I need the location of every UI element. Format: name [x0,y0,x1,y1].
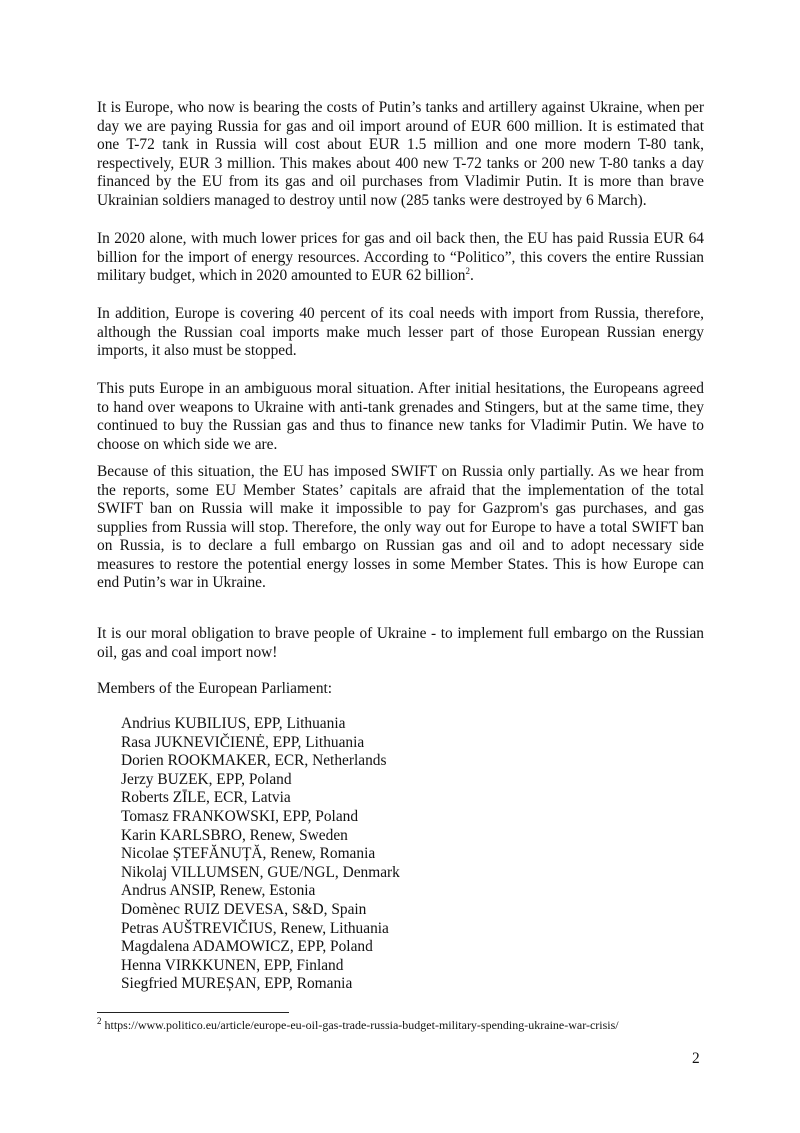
footnote [97,1018,619,1032]
member-item: Rasa JUKNEVIČIENĖ, EPP, Lithuania [121,733,365,751]
paragraph-swift-ban: Because of this situation, the EU has imposed SWIFT on Russia only partially. As we hear from the reports, some EU Member States’ capitals are afraid that the implementation of the total SWIFT ban on Russia will make it impossible to pay for Gazprom's gas purchases, and gas supplies from Russia will stop. Therefore, the only way out for Europe to have a total SWIFT ban on Russia, is to declare a full embargo on Russian gas and oil and to adopt necessary side measures to restore the potential energy losses in some Member States. This is how Europe can end Putin’s war in Ukraine. [97,463,704,591]
member-item: Magdalena ADAMOWICZ, EPP, Poland [121,938,373,956]
paragraph-2020-payments [97,230,704,286]
member-item: Tomasz FRANKOWSKI, EPP, Poland [121,807,359,825]
footnote-reference: 2 [465,265,470,276]
member-item: Dorien ROOKMAKER, ECR, Netherlands [121,752,387,770]
footnote-marker: 2 [97,1016,102,1026]
member-item: Domènec RUIZ DEVESA, S&D, Spain [121,900,367,918]
member-item: Karin KARLSBRO, Renew, Sweden [121,826,348,844]
footnote-separator [97,1012,289,1013]
member-item: Jerzy BUZEK, EPP, Poland [121,770,292,788]
members-heading: Members of the European Parliament: [97,680,333,697]
member-item: Petras AUŠTREVIČIUS, Renew, Lithuania [121,919,389,937]
member-item: Nikolaj VILLUMSEN, GUE/NGL, Denmark [121,863,400,881]
member-item: Andrius KUBILIUS, EPP, Lithuania [121,715,346,732]
footnote-url: https://www.politico.eu/article/europe-eu-oil-gas-trade-russia-budget-military-spending-ukraine-war-crisis/ [101,1018,619,1032]
member-item: Andrus ANSIP, Renew, Estonia [121,882,316,900]
paragraph-2020-payments-end: . [469,267,474,284]
paragraph-moral-situation: This puts Europe in an ambiguous moral situation. After initial hesitations, the Europeans agreed to hand over weapons to Ukraine with anti-tank grenades and Stingers, but at the same time, they continued to buy the Russian gas and thus to finance new tanks for Vladimir Putin. We have to choose on which side we are. [97,380,704,453]
member-item: Siegfried MUREȘAN, EPP, Romania [121,975,353,993]
paragraph-moral-obligation: It is our moral obligation to brave people of Ukraine - to implement full embargo on the Russian oil, gas and coal import now! [97,625,704,661]
member-item: Henna VIRKKUNEN, EPP, Finland [121,956,344,974]
paragraph-coal-imports: In addition, Europe is covering 40 percent of its coal needs with import from Russia, therefore, although the Russian coal imports make much lesser part of those European Russian energy imports, it also must be stopped. [97,305,704,359]
paragraph-tank-costs: It is Europe, who now is bearing the costs of Putin’s tanks and artillery against Ukraine, when per day we are paying Russia for gas and oil import around of EUR 600 million. It is estimated that one T-72 tank in Russia will cost about EUR 1.5 million and one more modern T-80 tank, respectively, EUR 3 million. This makes about 400 new T-72 tanks or 200 new T-80 tanks a day financed by the EU from its gas and oil purchases from Vladimir Putin. It is more than brave Ukrainian soldiers managed to destroy until now (285 tanks were destroyed by 6 March). [97,99,704,209]
page-number: 2 [692,1050,700,1067]
member-item: Nicolae ȘTEFĂNUȚĂ, Renew, Romania [121,845,376,863]
members-list [121,715,400,994]
member-item: Roberts ZĪLE, ECR, Latvia [121,789,291,807]
paragraph-2020-payments-text: In 2020 alone, with much lower prices for gas and oil back then, the EU has paid Russia EUR 64 billion for the import of energy resources. According to “Politico”, this covers the entire Russian military budget, which in 2020 amounted to EUR 62 billion [97,230,704,284]
